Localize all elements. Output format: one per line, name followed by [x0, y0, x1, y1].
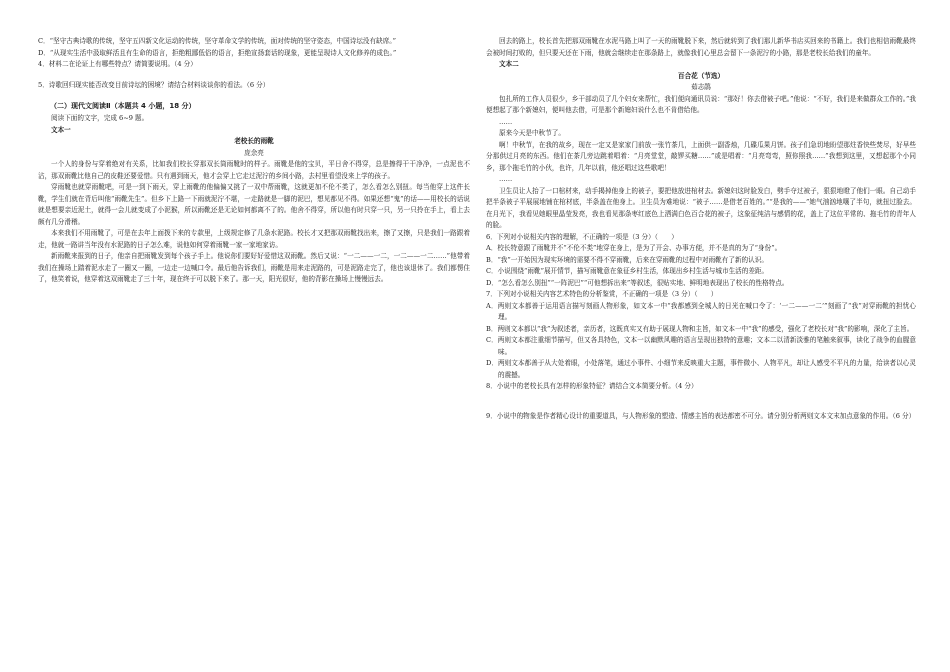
- story-author: 庞余亮: [244, 148, 264, 157]
- q7-option: B．两则文本都以“我”为叙述者，亲历者，这既真实又有助于展现人物和主旨，如文本一中“我”的感受，强化了老校长对“我”的影响，深化了主旨。: [486, 324, 914, 333]
- story-title: 老校长的雨靴: [234, 137, 274, 145]
- section-title: （二）现代文阅读Ⅱ（本题共 4 小题，18 分）: [50, 102, 196, 110]
- question-4: 4．材料二在论证上有哪些特点？请简要说明。（4 分）: [38, 60, 197, 68]
- story2-paragraph: 啊！中秋节，在我的故乡，现在一定又是家家门前放一张竹茶几，上面供一副香烛，几碟瓜果月饼。孩子们急切地盼望那炷香快些焚尽，好早些分那供过月亮的东西。他们在茶几旁边跳着唱着：“月亮堂堂，敲锣买糖……”或是唱着：“月亮弯弯，照你照我……”我想到这里，又想起那个小同乡，那个拖毛竹的小伙，也许，几年以前，他还唱过这些歌吧！: [486, 140, 916, 172]
- story2-paragraph: 卫生员让人抬了一口棺材来，动手揭掉他身上的被子，要把他放进棺材去。新媳妇这时脸发白，劈手夺过被子，狠狠地瞪了他们一眼。自己动手把半条被子平展展地铺在棺材底，半条盖在他身上。卫生员为难地说：“被子……是借老百姓的。”“是我的——”她气汹汹地嚷了半句，就扭过脸去。在月光下，我看见她眼里晶莹发亮，我也看见那条枣红底色上洒满白色百合花的被子，这象征纯洁与感情的花，盖上了这位平常的、拖毛竹的青年人的脸。: [486, 186, 916, 229]
- question-6: 6．下列对小说相关内容的理解，不正确的一项是（3 分）（ ）: [486, 232, 678, 241]
- ellipsis-line: ……: [499, 117, 513, 126]
- text1-label: 文本一: [51, 125, 71, 134]
- story-paragraph: 本来我们不用雨靴了，可是在去年上面拨下来的专款里，上级规定修了几条水泥路。校长才又把那双雨靴找出来，擦了又擦，只是我们一路跟着走，他就一路讲当年没有水泥路的日子怎么难，说他如何穿着雨靴一家一家地家访。: [38, 229, 470, 249]
- story-paragraph: 一个人的身份与穿着绝对有关系，比如我们校长穿那双长筒雨靴时的样子。雨靴是他的宝贝，平日舍不得穿，总是擦得干干净净，一点泥也不沾，那双雨靴比他自己的皮鞋还要爱惜。只有遇到雨天，他才会穿上它走过泥泞的乡间小路，去村里看望没来上学的孩子。: [38, 160, 470, 180]
- q6-option: A．校长特意跟了雨靴并不“不伦不类”地穿在身上，是为了开会、办事方便，并不是真的为了“身份”。: [486, 244, 782, 252]
- section-instructions: 阅读下面的文字，完成 6~9 题。: [51, 114, 149, 122]
- story2-title: 百合花（节选）: [677, 71, 725, 80]
- q6-option: D．“怎么看怎么别扭”“一阵泥巴”“可他想拆出来”等叙述，很贴实地、鲜明地表现出了校长的性格特点。: [486, 278, 789, 287]
- q7-option: C．两则文本都注重细节描写，但又各具特色，文本一以幽默风趣的语言呈现出独特的意趣；文本二以清新淡雅的笔触来叙事，读化了战争的血腥意味。: [486, 336, 916, 356]
- q7-option: A．两则文本都善于运用语言描写刻画人物形象，如文本一中“我都感到全城人的日光在喊口令了：‘一二——一二’”刻画了“我”对穿雨靴的担忧心理。: [486, 301, 916, 321]
- q6-option: C．小说围绕“雨靴”展开情节，描写雨靴意在象征乡村生活，体现出乡村生活与城市生活的差距。: [486, 267, 769, 275]
- question-9: 9．小说中的物象是作者精心设计的重要道具，与人物形象的塑造、情感主旨的表达都密不可分。请分别分析两则文本文末加点意象的作用。（6 分）: [486, 411, 916, 420]
- story-paragraph: 穿雨靴也就穿雨靴吧，可是一到下雨天，穿上雨靴的他偏偏又挑了一双中帮雨靴，这就更加不伦不类了，怎么看怎么别扭。每当他穿上这件长靴，学生们就在背后叫他“雨靴先生”。但乡下上路一下雨就泥泞不堪，一走路就是一脚的泥巴，想见都见不得。如果还想“鬼”的话——用校长的话说就是想要亲近泥土，就得一会儿就变成了小泥猴，所以雨靴还是无论如何都离不了的。他舍不得穿，所以他有时只穿一只，另一只拎在手上，看上去颇有几分滑稽。: [38, 183, 470, 226]
- option-d: D．“从现实生活中汲取鲜活且有生命的语言，拒绝粗鄙低俗的语言，拒绝宣扬套话的现象，更能呈现诗人文化修养的成色。”: [38, 48, 397, 57]
- question-5: 5．诗歌回归现实能否改变目前诗坛的困境？请结合材料谈谈你的看法。（6 分）: [38, 80, 270, 89]
- q6-option: B．“我”一开始因为现实环境的需要不得不穿雨靴，后来在穿雨靴的过程中对雨靴有了新的认识。: [486, 255, 768, 264]
- story-paragraph: 新雨靴来报到的日子，他亲自把雨靴发到每个孩子手上。他说你们要好好爱惜这双雨靴。然后又说：“一二——一二，一二——一二……”他带着我们在操场上踏着泥水走了一圈又一圈，一边走一边喊口令。最后他告诉我们，雨靴是用来走泥路的，可是泥路走完了，他也该退休了。我们都愣住了，他笑着说，他穿着这双雨靴走了三十年，现在终于可以脱下来了。那一天，阳光很好，他的背影在操场上慢慢远去。: [38, 252, 470, 283]
- ellipsis-line: ……: [499, 175, 513, 183]
- story-paragraph: 回去的路上，校长首先把那双雨靴在水泥马路上叫了一天的雨靴脱下来，然后就转到了我们那儿新华书店买回来的书籍上。我们也相信雨靴最终会被时间打败的，但只要天还在下雨，他就会继续走在那条路上，就像我们心里总会留下一条泥泞的小路，那是老校长给我们的童年。: [486, 37, 916, 57]
- text2-label: 文本二: [499, 60, 519, 68]
- story2-author: 茹志鹃: [691, 83, 711, 91]
- story2-paragraph: 包扎所的工作人员很少，乡干部动员了几个妇女来帮忙，我们便向通讯员说：“那好！你去借被子吧。”他说：“不好，我们是来做群众工作的。”我便想起了那个新媳妇，便叫他去借，可是那个新媳妇说什么也不肯借给他。: [486, 94, 916, 114]
- q7-option: D．两则文本都善于从大处着眼，小处落笔，通过小事件、小细节来反映重大主题，事件微小、人物平凡，却让人感受不平凡的力量，给读者以心灵的震撼。: [486, 359, 916, 379]
- right-column: [486, 36, 916, 422]
- question-8: 8．小说中的老校长具有怎样的形象特征？请结合文本简要分析。（4 分）: [486, 382, 698, 390]
- option-c: C．“坚守古典诗歌的传统，坚守五四新文化运动的传统，坚守革命文学的传统，面对传统的坚守姿态，中国诗坛没有缺席。”: [38, 37, 396, 45]
- story2-paragraph: 原来今天是中秋节了。: [499, 129, 565, 137]
- question-7: 7．下列对小说相关内容艺术特色的分析鉴赏，不正确的一项是（3 分）（ ）: [486, 290, 718, 298]
- left-column: [38, 36, 470, 286]
